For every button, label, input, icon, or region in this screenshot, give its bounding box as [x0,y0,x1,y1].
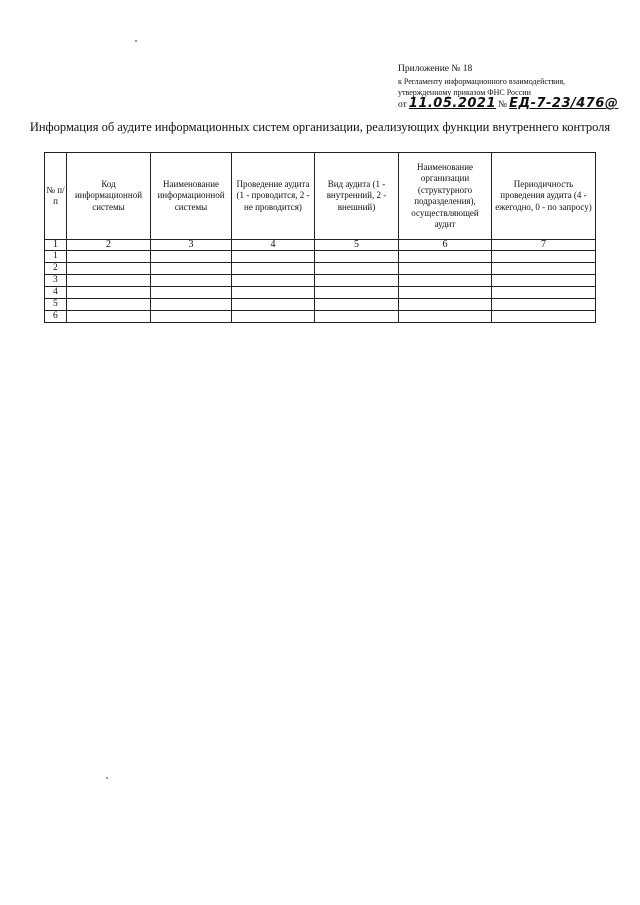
appendix-number: Приложение № 18 [398,64,473,74]
column-number: 5 [315,240,399,251]
table-cell [67,287,151,299]
table-cell [151,275,232,287]
scan-speck [135,40,137,42]
date-prefix: от [398,100,407,110]
table-cell [67,251,151,263]
audit-table [44,152,596,323]
table-cell [492,251,596,263]
table-cell: 3 [45,275,67,287]
header-cell: Наименование организации (структурного подразделения), осуществляющей аудит [399,153,492,240]
header-cell: Наименование информационной системы [151,153,232,240]
table-cell: 6 [45,311,67,323]
table-cell [67,263,151,275]
table-cell [232,287,315,299]
column-number: 7 [492,240,596,251]
table-cell [315,263,399,275]
table-cell [399,263,492,275]
table-row [45,287,596,299]
table-row [45,275,596,287]
table-cell [151,299,232,311]
table-cell [492,299,596,311]
table-cell [151,311,232,323]
header-cell: Вид аудита (1 - внутренний, 2 - внешний) [315,153,399,240]
table-cell [492,263,596,275]
document-title: Информация об аудите информационных систем организации, реализующих функции внутреннего контроля [29,120,611,134]
table-row [45,311,596,323]
table-cell [492,275,596,287]
table-cell [315,275,399,287]
table-cell [232,251,315,263]
appendix-order-line: утвержденному приказом ФНС России [398,88,531,97]
appendix-date-line [398,98,633,111]
table-cell [399,287,492,299]
number-prefix: № [498,100,508,110]
table-row [45,299,596,311]
column-number: 4 [232,240,315,251]
table-row [45,263,596,275]
table-cell [399,251,492,263]
order-date: 11.05.2021 [408,96,497,111]
scan-speck [106,777,108,779]
table-cell: 4 [45,287,67,299]
table-cell [315,251,399,263]
table-cell [399,275,492,287]
table-cell [232,311,315,323]
table-cell [315,287,399,299]
appendix-regulation-line: к Регламенту информационного взаимодействия, [398,77,566,86]
table-cell [232,275,315,287]
table-row [45,251,596,263]
table-cell: 5 [45,299,67,311]
table-cell [232,263,315,275]
appendix-block [398,63,633,111]
table-cell [315,311,399,323]
header-cell: Проведение аудита (1 - проводится, 2 - не проводится) [232,153,315,240]
table-cell [67,275,151,287]
column-number: 6 [399,240,492,251]
table-cell: 2 [45,263,67,275]
table-cell [151,251,232,263]
table-cell [67,299,151,311]
column-numbering-row [45,240,596,251]
column-number: 1 [45,240,67,251]
table-cell [399,299,492,311]
table-cell: 1 [45,251,67,263]
header-cell: Периодичность проведения аудита (4 - ежегодно, 0 - по запросу) [492,153,596,240]
table-cell [232,299,315,311]
column-number: 2 [67,240,151,251]
table-cell [399,311,492,323]
table-cell [151,287,232,299]
table-cell [315,299,399,311]
table-cell [67,311,151,323]
header-row [45,153,596,240]
table-cell [492,311,596,323]
header-cell: Код информационной системы [67,153,151,240]
table-cell [492,287,596,299]
table-cell [151,263,232,275]
order-number: ЕД-7-23/476@ [509,96,619,111]
header-cell: № п/п [45,153,67,240]
column-number: 3 [151,240,232,251]
